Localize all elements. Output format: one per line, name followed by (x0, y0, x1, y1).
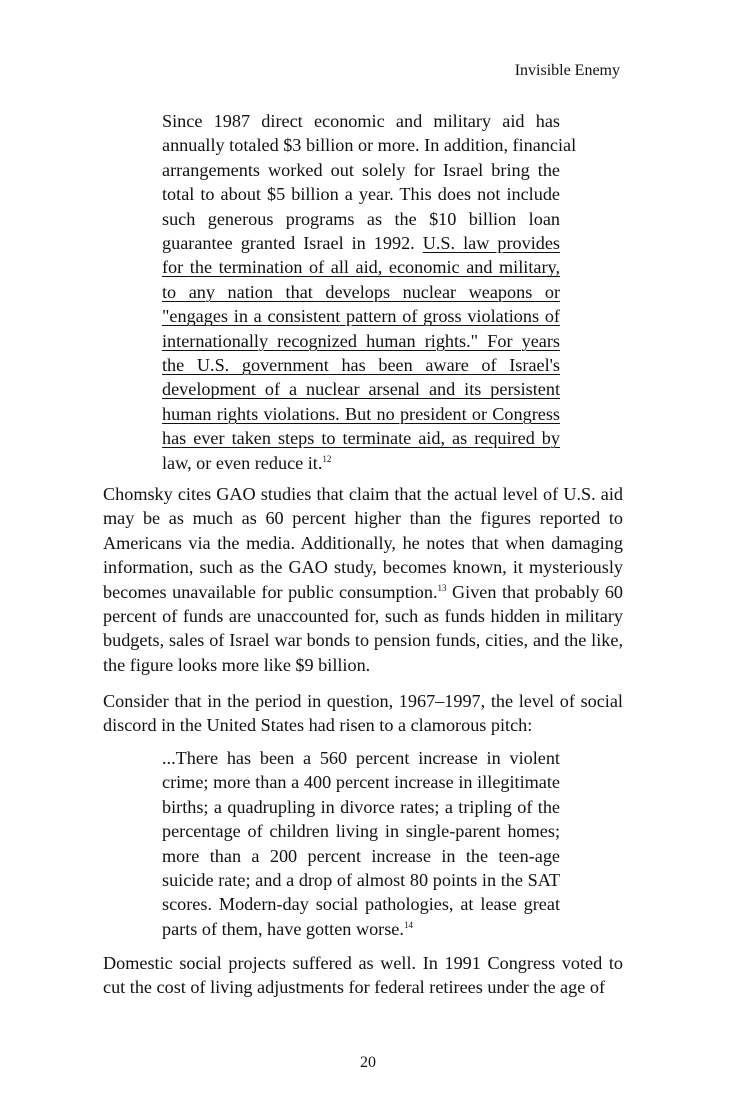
paragraph-social-discord: Consider that in the period in question, 1967–1997, the level of social discord in the United States had risen to a clamorous pitch: (103, 691, 623, 736)
paragraph-text: Chomsky cites GAO studies that claim that the actual level of U.S. aid may be as much as 60 percent higher than the figures reported to Americans via the media. Additionally, he notes that when damaging information, such as the GAO study, becomes known, it mysteriously becomes unavailable for public consumption. (103, 484, 623, 602)
underlined-quote-line: internationally recognized human rights." For years (162, 330, 560, 351)
underlined-quote-line: the U.S. government has been aware of Israel's (162, 355, 560, 376)
underlined-text: U.S. law provides (422, 233, 560, 254)
underlined-quote-line: development of a nuclear arsenal and its persistent (162, 379, 560, 400)
underlined-quote-line: human rights violations. But no president or Congress (162, 403, 560, 424)
block-quote-statistics (162, 746, 560, 941)
underlined-quote-line: to any nation that develops nuclear weapons or (162, 281, 560, 302)
quote-line-part: guarantee granted Israel in 1992. (162, 233, 423, 254)
paragraph-domestic: Domestic social projects suffered as well. In 1991 Congress voted to cut the cost of living adjustments for federal retirees under the age of (103, 953, 623, 998)
underlined-quote-line: has ever taken steps to terminate aid, as required by (162, 428, 560, 449)
block-quote-aid (162, 109, 577, 475)
running-head: Invisible Enemy (514, 62, 620, 79)
footnote-marker: 13 (437, 582, 447, 593)
underlined-quote-line: "engages in a consistent pattern of gross violations of (162, 306, 560, 327)
quote-line-part: law, or even reduce it. (162, 452, 323, 473)
footnote-marker: 12 (322, 453, 332, 464)
quote-line: total to about $5 billion a year. This does not include (162, 184, 560, 205)
quote-last-line (162, 451, 560, 475)
quote-line: such generous programs as the $10 billion loan (162, 208, 560, 229)
quote-text: ...There has been a 560 percent increase in violent crime; more than a 400 percent increase in illegitimate births; a quadrupling in divorce rates; a tripling of the percentage of children living in single-parent homes; more than a 200 percent increase in the teen-age suicide rate; and a drop of almost 80 points in the SAT scores. Modern-day social pathologies, at lease great parts of them, have gotten worse. (162, 748, 560, 939)
quote-line: arrangements worked out solely for Israel bring the (162, 159, 560, 180)
quote-line-mixed (162, 231, 560, 255)
underlined-quote-line: for the termination of all aid, economic and military, (162, 257, 560, 278)
footnote-marker: 14 (403, 919, 413, 930)
paragraph-gao (103, 482, 623, 677)
page-number: 20 (360, 1054, 376, 1071)
quote-line: Since 1987 direct economic and military aid has (162, 111, 560, 131)
paragraph-text-cont: Given that probably 60 percent of funds are unaccounted for, such as funds hidden in military budgets, sales of Israel war bonds to pension funds, cities, and the like, the figure looks more like $9 billion. (103, 581, 624, 675)
quote-line: annually totaled $3 billion or more. In addition, financial (162, 135, 577, 156)
